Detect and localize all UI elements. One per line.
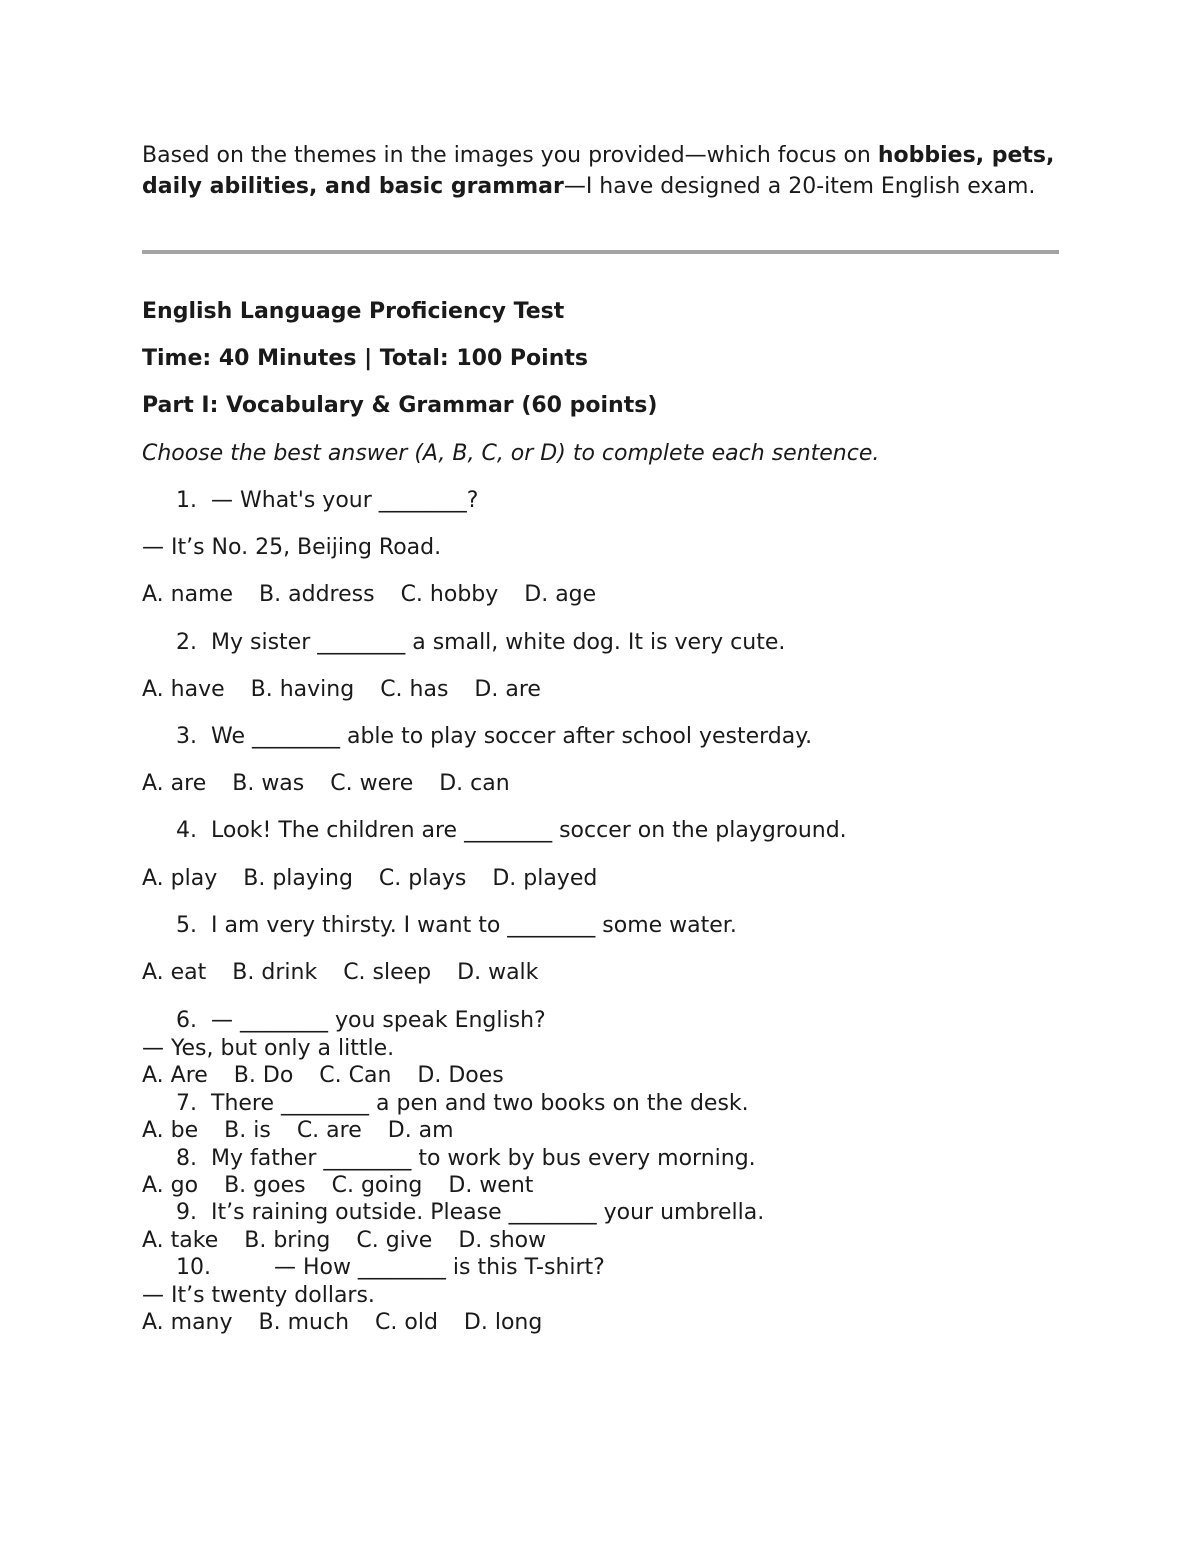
question-10-response: — It’s twenty dollars.	[142, 1283, 375, 1308]
question-number: 5.	[176, 913, 197, 938]
question-3-prompt	[176, 722, 812, 752]
question-1-options	[142, 580, 596, 610]
question-10-options	[142, 1308, 542, 1338]
option-b: B. drink	[232, 960, 318, 985]
option-a: A. be	[142, 1118, 199, 1143]
option-b: B. playing	[243, 866, 353, 891]
option-c: C. were	[330, 771, 414, 796]
option-a: A. take	[142, 1228, 219, 1253]
question-number: 3.	[176, 724, 197, 749]
option-d: D. walk	[457, 960, 539, 985]
option-b: B. bring	[244, 1228, 331, 1253]
option-d: D. are	[474, 677, 541, 702]
option-d: D. can	[439, 771, 510, 796]
instructions: Choose the best answer (A, B, C, or D) to complete each sentence.	[142, 441, 880, 466]
option-d: D. show	[458, 1228, 547, 1253]
option-c: C. plays	[378, 866, 467, 891]
question-8-options	[142, 1171, 533, 1201]
question-5-prompt	[176, 911, 737, 941]
question-6-response: — Yes, but only a little.	[142, 1036, 395, 1061]
intro-text-before: Based on the themes in the images you provided—which focus on	[142, 143, 878, 168]
question-4-options	[142, 864, 597, 894]
option-b: B. was	[232, 771, 305, 796]
horizontal-divider	[142, 250, 1059, 254]
question-text: I am very thirsty. I want to ________ some water.	[211, 913, 737, 938]
option-b: B. is	[224, 1118, 271, 1143]
option-b: B. much	[258, 1310, 350, 1335]
question-text: — What's your ________?	[211, 488, 479, 513]
option-c: C. hobby	[400, 582, 499, 607]
option-a: A. many	[142, 1310, 233, 1335]
question-1-prompt	[176, 486, 478, 516]
question-number: 6.	[176, 1008, 197, 1033]
part1-heading: Part I: Vocabulary & Grammar (60 points)	[142, 393, 658, 418]
option-c: C. are	[296, 1118, 362, 1143]
question-4-prompt	[176, 816, 847, 846]
question-text: It’s raining outside. Please ________ your umbrella.	[211, 1200, 765, 1225]
question-text: My sister ________ a small, white dog. It is very cute.	[211, 630, 786, 655]
option-b: B. goes	[224, 1173, 306, 1198]
question-number: 9.	[176, 1200, 197, 1225]
intro-bold-themes: hobbies, pets, daily abilities, and basic grammar	[142, 143, 1055, 199]
question-text: There ________ a pen and two books on the desk.	[211, 1091, 749, 1116]
question-number: 8.	[176, 1146, 197, 1171]
intro-paragraph	[142, 140, 1062, 202]
question-8-prompt	[176, 1144, 756, 1174]
option-c: C. old	[375, 1310, 438, 1335]
option-a: A. eat	[142, 960, 207, 985]
option-a: A. play	[142, 866, 218, 891]
option-c: C. sleep	[343, 960, 432, 985]
option-a: A. are	[142, 771, 207, 796]
option-d: D. age	[524, 582, 597, 607]
question-7-prompt	[176, 1089, 749, 1119]
question-number: 2.	[176, 630, 197, 655]
question-2-prompt	[176, 628, 785, 658]
question-text: My father ________ to work by bus every morning.	[211, 1146, 756, 1171]
option-b: B. Do	[233, 1063, 294, 1088]
option-a: A. go	[142, 1173, 199, 1198]
option-c: C. going	[331, 1173, 423, 1198]
question-3-options	[142, 769, 510, 799]
question-2-options	[142, 675, 541, 705]
option-a: A. have	[142, 677, 225, 702]
option-c: C. Can	[319, 1063, 392, 1088]
question-number: 10.	[176, 1255, 211, 1280]
question-text: Look! The children are ________ soccer on the playground.	[211, 818, 847, 843]
option-d: D. long	[463, 1310, 543, 1335]
option-d: D. went	[448, 1173, 534, 1198]
question-6-prompt	[176, 1006, 546, 1036]
question-5-options	[142, 958, 538, 988]
intro-text-after: —I have designed a 20-item English exam.	[563, 174, 1036, 199]
question-10-prompt	[176, 1253, 605, 1283]
question-number: 4.	[176, 818, 197, 843]
time-total-line: Time: 40 Minutes | Total: 100 Points	[142, 346, 588, 371]
question-text: We ________ able to play soccer after school yesterday.	[211, 724, 813, 749]
option-c: C. has	[380, 677, 449, 702]
question-9-prompt	[176, 1198, 764, 1228]
option-a: A. Are	[142, 1063, 208, 1088]
option-d: D. played	[492, 866, 598, 891]
option-b: B. having	[250, 677, 355, 702]
question-7-options	[142, 1116, 454, 1146]
option-d: D. am	[387, 1118, 454, 1143]
question-number: 1.	[176, 488, 197, 513]
option-a: A. name	[142, 582, 234, 607]
question-9-options	[142, 1226, 546, 1256]
test-title: English Language Proficiency Test	[142, 299, 565, 324]
option-c: C. give	[356, 1228, 433, 1253]
question-text: — How ________ is this T-shirt?	[273, 1255, 605, 1280]
question-number: 7.	[176, 1091, 197, 1116]
option-d: D. Does	[417, 1063, 504, 1088]
question-1-response: — It’s No. 25, Beijing Road.	[142, 535, 442, 560]
question-text: — ________ you speak English?	[211, 1008, 546, 1033]
question-6-options	[142, 1061, 504, 1091]
option-b: B. address	[259, 582, 375, 607]
